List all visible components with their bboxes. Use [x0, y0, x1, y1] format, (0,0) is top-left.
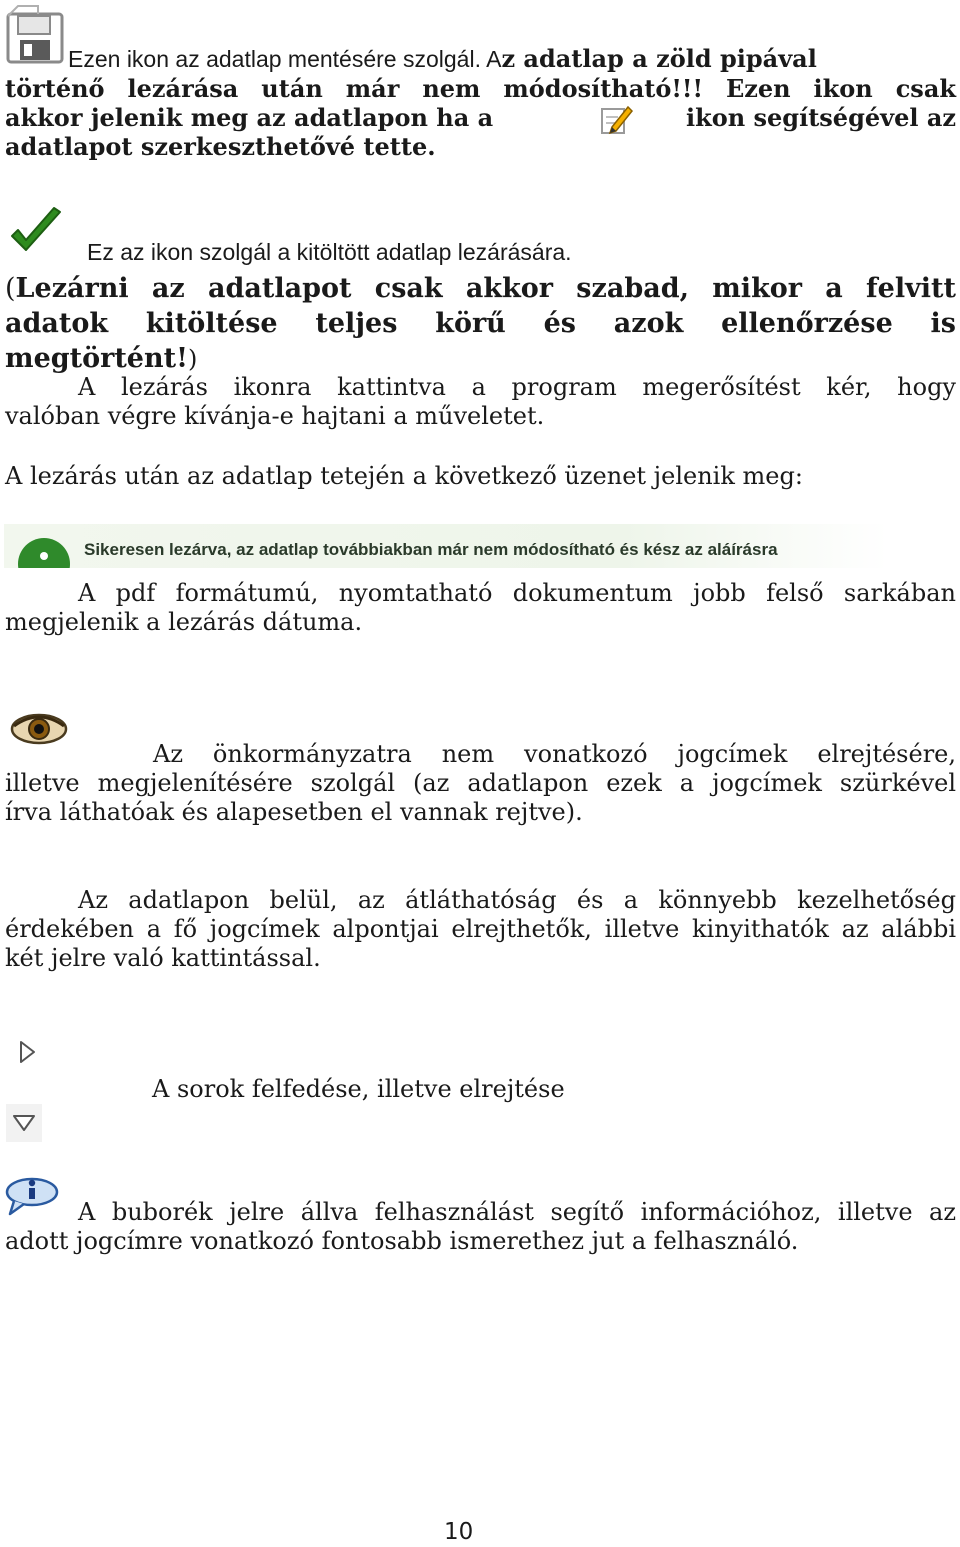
page-number: 10	[444, 1519, 474, 1545]
collapse-line2: érdekében a fő jogcímek alpontjai elrejthetők, illetve kinyithatók az alábbi	[5, 915, 956, 943]
confirm-line1: A lezárás ikonra kattintva a program megerősítést kér, hogy	[78, 373, 956, 401]
eye-line2: illetve megjelenítésére szolgál (az adatlapon ezek a jogcímek szürkével	[5, 769, 956, 797]
pdf-line2: megjelenik a lezárás dátuma.	[5, 608, 363, 636]
info-circle-icon	[10, 530, 70, 568]
collapse-line1: Az adatlapon belül, az átláthatóság és a könnyebb kezelhetőség	[78, 886, 956, 914]
confirm-paragraph	[5, 373, 956, 431]
edit-icon	[600, 103, 634, 135]
toggle-text: A sorok felfedése, illetve elrejtése	[152, 1075, 565, 1103]
eye-line3: írva láthatóak és alapesetben el vannak rejtve).	[5, 798, 583, 826]
after-close-text: A lezárás után az adatlap tetején a következő üzenet jelenik meg:	[5, 462, 803, 490]
warning-close-paren: )	[187, 345, 198, 373]
collapse-paragraph	[5, 886, 956, 973]
save-text-line3a: akkor jelenik meg az adatlapon ha a	[5, 103, 494, 132]
collapse-triangle-icon[interactable]	[6, 1104, 42, 1142]
save-text-line1b: z adatlap a zöld pipával	[501, 44, 817, 73]
save-text-line4: adatlapot szerkeszthetővé tette.	[5, 132, 436, 161]
eye-line1: Az önkormányzatra nem vonatkozó jogcímek elrejtésére,	[153, 740, 956, 768]
save-text-line2: történő lezárása után már nem módosítható!!! Ezen ikon csak	[5, 74, 956, 103]
warning-line1: Lezárni az adatlapot csak akkor szabad, mikor a felvitt	[15, 273, 956, 304]
confirm-line2: valóban végre kívánja-e hajtani a műveletet.	[5, 402, 545, 430]
save-text-line1a: Ezen ikon az adatlap mentésére szolgál. A	[68, 46, 502, 72]
save-paragraph	[5, 44, 956, 161]
pdf-paragraph	[5, 579, 956, 637]
info-line1: A buborék jelre állva felhasználást segítő információhoz, illetve az	[78, 1198, 956, 1226]
warning-line2: adatok kitöltése teljes körű és azok ellenőrzése is	[5, 308, 956, 339]
checkmark-icon	[8, 206, 64, 258]
success-banner	[4, 524, 888, 568]
expand-triangle-icon[interactable]	[18, 1040, 38, 1064]
warning-line3: megtörtént!	[5, 343, 188, 374]
eye-paragraph	[5, 740, 956, 827]
info-line2: adott jogcímre vonatkozó fontosabb ismerethez jut a felhasználó.	[5, 1227, 799, 1255]
close-warning	[5, 271, 956, 377]
warning-open-paren: (	[5, 273, 16, 304]
info-paragraph	[5, 1198, 956, 1256]
success-banner-text: Sikeresen lezárva, az adatlap továbbiakban már nem módosítható és kész az aláírásra	[84, 540, 778, 559]
collapse-line3: két jelre való kattintással.	[5, 944, 321, 972]
close-caption: Ez az ikon szolgál a kitöltött adatlap lezárására.	[87, 239, 572, 265]
pdf-line1: A pdf formátumú, nyomtatható dokumentum jobb felső sarkában	[78, 579, 956, 607]
save-text-line3b: ikon segítségével az	[685, 103, 956, 132]
